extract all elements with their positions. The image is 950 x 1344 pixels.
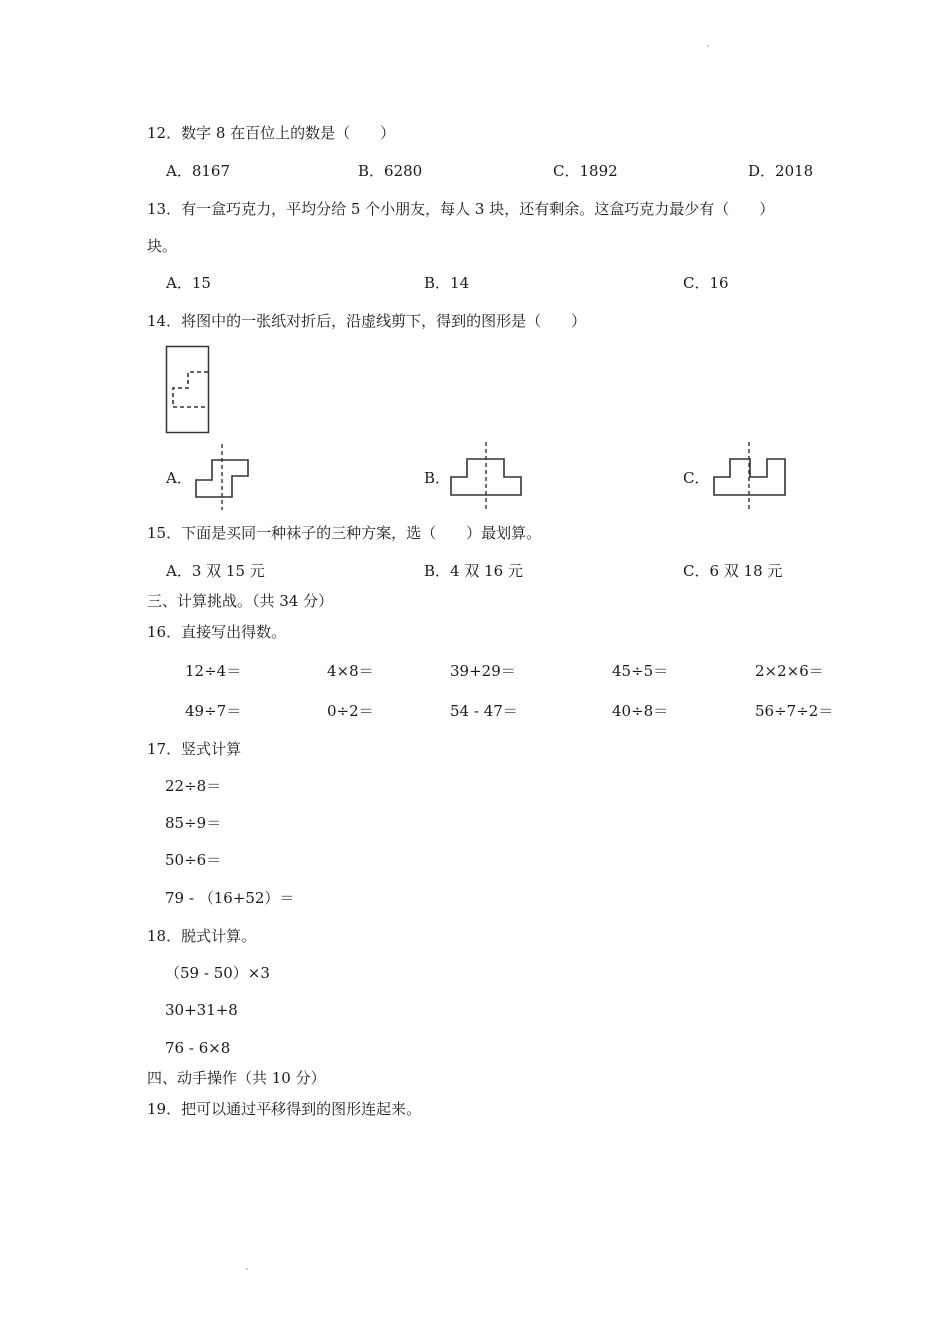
q16-r2-1: 49÷7＝: [185, 702, 242, 720]
q16-r2-3: 54 - 47＝: [450, 702, 518, 720]
q18-item-1: （59 - 50）×3: [165, 964, 270, 982]
q13-stem: 13．有一盒巧克力，平均分给 5 个小朋友，每人 3 块，还有剩余。这盒巧克力最少有（ ）: [147, 200, 775, 218]
q16-stem: 16．直接写出得数。: [147, 623, 287, 641]
q16-r2-2: 0÷2＝: [327, 702, 374, 720]
q14-stem: 14．将图中的一张纸对折后，沿虚线剪下，得到的图形是（ ）: [147, 312, 587, 330]
q17-item-2: 85÷9＝: [165, 814, 222, 832]
q17-item-3: 50÷6＝: [165, 851, 222, 869]
q12-option-a: A．8167: [166, 162, 231, 180]
q15-option-b: B．4 双 16 元: [424, 562, 523, 580]
q12-option-b: B．6280: [358, 162, 423, 180]
q18-item-2: 30+31+8: [165, 1001, 238, 1019]
q15-stem: 15．下面是买同一种袜子的三种方案，选（ ）最划算。: [147, 524, 542, 542]
option-b-shape: [446, 440, 528, 512]
q19-stem: 19．把可以通过平移得到的图形连起来。: [147, 1100, 422, 1118]
q18-item-3: 76 - 6×8: [165, 1039, 231, 1057]
q17-item-4: 79 - （16+52）＝: [165, 889, 295, 907]
q13-option-c: C．16: [683, 274, 729, 292]
scan-dot: [246, 1268, 248, 1270]
option-a-shape: [190, 442, 254, 512]
q14-option-c-label: C．: [683, 469, 710, 487]
q14-option-a-label: A．: [166, 469, 192, 487]
section-3-title: 三、计算挑战。（共 34 分）: [147, 592, 334, 610]
folded-paper-figure: [160, 342, 216, 438]
q12-stem: 12．数字 8 在百位上的数是（ ）: [147, 124, 396, 142]
q16-r2-5: 56÷7÷2＝: [755, 702, 834, 720]
q15-option-a: A．3 双 15 元: [166, 562, 265, 580]
q13-option-b: B．14: [424, 274, 470, 292]
q12-option-d: D．2018: [748, 162, 814, 180]
q17-item-1: 22÷8＝: [165, 777, 222, 795]
section-4-title: 四、动手操作（共 10 分）: [147, 1069, 326, 1087]
q15-option-c: C．6 双 18 元: [683, 562, 783, 580]
q16-r1-1: 12÷4＝: [185, 662, 242, 680]
q13-option-a: A．15: [166, 274, 211, 292]
q16-r1-5: 2×2×6＝: [755, 662, 824, 680]
q17-stem: 17．竖式计算: [147, 740, 242, 758]
q16-r2-4: 40÷8＝: [612, 702, 669, 720]
q16-r1-2: 4×8＝: [327, 662, 374, 680]
q13-stem-cont: 块。: [147, 237, 178, 255]
scan-dot: [707, 45, 709, 47]
q16-r1-4: 45÷5＝: [612, 662, 669, 680]
q18-stem: 18．脱式计算。: [147, 927, 257, 945]
option-c-shape: [709, 440, 791, 512]
q12-option-c: C．1892: [553, 162, 618, 180]
q14-option-b-label: B．: [424, 469, 451, 487]
q16-r1-3: 39+29＝: [450, 662, 516, 680]
